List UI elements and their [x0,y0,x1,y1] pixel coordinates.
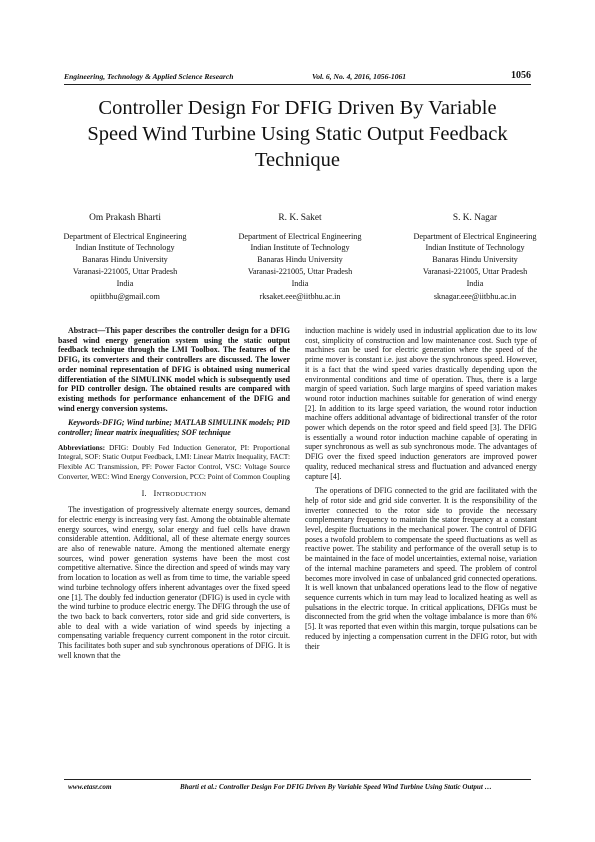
author-email[interactable]: rksaket.eee@iitbhu.ac.in [259,292,341,302]
author-country: India [116,278,134,288]
running-header [64,70,531,84]
abstract: Abstract—This paper describes the controller design for a DFIG based wind energy generation system using the static output feedback technique through the LMI Toolbox. The features of the DFIG, its converters and their controllers are discussed. The lower order nominal representation of DFIG is obtained using numerical differentiation of the SIMULINK model which is subsequently used for PID controller design. The obtained results are compared with existing methods for performance enhancement of the DFIG and wind energy conversion systems. [58,326,290,413]
author-name: R. K. Saket [278,213,322,223]
keywords: Keywords-DFIG; Wind turbine; MATLAB SIMULINK models; PID controller; linear matrix inequalities; SOF technique [58,418,290,438]
author-email[interactable]: sknagar.eee@iitbhu.ac.in [433,292,517,302]
footer-site[interactable]: www.etasr.com [68,783,112,791]
author-country: India [291,278,309,288]
body-paragraph: The operations of DFIG connected to the grid are facilitated with the help of rotor side and grid side converter. It is the responsibility of the inverter connected to the rotor side to provide the necessary complementary frequency to maintain the stator frequency at a constant level, despite fluctuations in the mechanical power. The control of DFIG poses a twofold problem to compensate the speed fluctuations as well as reactive power. The stability and performance of the overall setup is to be maintained in the face of model uncertainties, external noise, variation of the internal machine parameters and speed. The problem of control becomes more involved in case of unbalanced grid connected operations. It is well known that unbalanced operations lead to the flow of negative sequence currents which in turn may lead to localized heating as well as pulsations in the electric torque. In critical applications, DFIGs must be disconnected from the grid when the voltage imbalance is more than 6% [5]. It was reported that even within this margin, torque pulsations can be reduced by injecting a compensation current in the DFIG rotor, but with their [305,486,537,651]
section-initial: I [153,487,157,498]
author-university: Banaras Hindu University [82,255,168,265]
author-1 [40,213,210,303]
page-number: 1056 [511,70,531,81]
paper-title [52,95,543,173]
left-column [58,326,290,666]
abbreviations-text: DFIG: Doubly Fed Induction Generator, PI: Proportional Integral, SOF: Static Output Feedback, LMI: Linear Matrix Inequality, FACT: Flexible AC Transmission, PF: Power Factor Control, VSC: Voltage Source Converter, WEC: Wind Energy Conversion, PCC: Point of Common Coupling [58,442,291,481]
body-paragraph-continued: induction machine is widely used in industrial application due to its low cost, simplicity of construction and low maintenance cost. Such type of machines can be used for electric generation where the speed of the prime mover is constant i.e. just above the synchronous speed. However, it is a fact that the wind speed varies drastically depending upon the environmental conditions and time of operation. Thus, there is a large margin of speed variation. Such large margins of speed variation makes wound rotor induction machines suitable for generation of wind energy [2]. In addition to its large speed variation, the wound rotor induction machine offers additional advantage of bidirectional transfer of the rotor power which depends on the rotor speed and field speed [3]. The DFIG is essentially a wound rotor induction machine capable of operating in super synchronous as well as sub synchronous mode. The advantages of DFIG over the fixed speed induction generators are improved power quality, reduced mechanical stress and fluctuation and advanced energy capture [4]. [305,326,537,481]
abbreviations-label: Abbreviations: [58,442,106,452]
author-3 [390,213,560,303]
title-line-2: Speed Wind Turbine Using Static Output Feedback [87,123,508,145]
author-city: Varanasi-221005, Uttar Pradesh [72,266,178,276]
author-city: Varanasi-221005, Uttar Pradesh [247,266,353,276]
author-2 [215,213,385,303]
author-email[interactable]: opiitbhu@gmail.com [90,292,160,302]
author-name: S. K. Nagar [452,213,498,223]
section-title-rest: NTRODUCTION [156,490,207,498]
author-institute: Indian Institute of Technology [250,243,350,253]
footer-citation: Bharti et al.: Controller Design For DFIG Driven By Variable Speed Wind Turbine Using Static Output … [180,783,492,791]
volume-info: Vol. 6, No. 4, 2016, 1056-1061 [312,72,407,81]
author-institute: Indian Institute of Technology [425,243,525,253]
author-department: Department of Electrical Engineering [63,231,187,241]
abbreviations [58,443,290,482]
author-university: Banaras Hindu University [257,255,343,265]
author-country: India [466,278,484,288]
section-heading-introduction [58,489,290,500]
footer-rule [64,779,531,780]
author-department: Department of Electrical Engineering [238,231,362,241]
title-line-1: Controller Design For DFIG Driven By Variable [98,97,497,119]
author-name: Om Prakash Bharti [89,213,161,223]
header-rule [64,84,531,85]
section-number: I. [141,488,147,498]
journal-name: Engineering, Technology & Applied Science Research [64,72,234,81]
introduction-paragraph: The investigation of progressively alternate energy sources, demand for electric energy is increasing very fast. Among the obtainable alternate energy sources, wind energy, solar energy and fuel cells have drawn considerable attention. Additional, all of these alternate energy sources are also of renewable nature. Among the mentioned alternate energy sources, wind power generation systems have been the most cost competitive alternative. Since the direction and speed of winds may vary from location to location as well as from time to time, the variable speed wind turbine technology offers inherent advantages over the fixed speed one [1]. The doubly fed induction generator (DFIG) is used in cycle with the wind turbine to produce electric energy. The DFIG through the use of the two back to back converters, rotor side and grid side converters, is able to deal with a wide variation of wind speeds by injecting a compensating variable frequency current component in the rotor circuit. This facilitates both super and sub synchronous operations of DFIG. It is well known that the [58,505,290,660]
right-column [305,326,537,656]
author-institute: Indian Institute of Technology [75,243,175,253]
author-university: Banaras Hindu University [432,255,518,265]
title-line-3: Technique [254,149,341,171]
author-department: Department of Electrical Engineering [413,231,537,241]
author-city: Varanasi-221005, Uttar Pradesh [422,266,528,276]
